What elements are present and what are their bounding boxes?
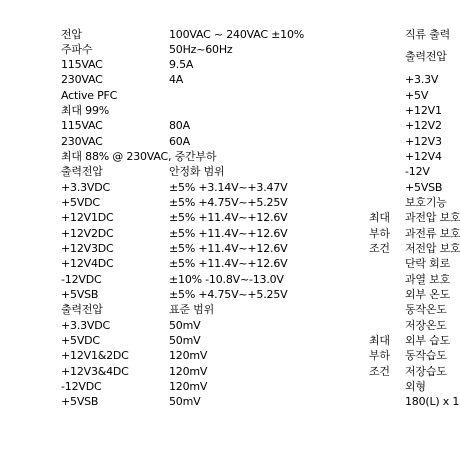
spec-value: 120mV: [169, 365, 208, 378]
spec-item: 과전류 보호: [405, 227, 460, 240]
spec-value: ±5% +11.4V~+12.6V: [169, 242, 288, 255]
spec-item: -12V: [405, 165, 430, 178]
spec-label: -12VDC: [61, 273, 102, 286]
spec-label: 230VAC: [61, 135, 103, 148]
spec-item: +5V: [405, 89, 429, 102]
spec-value: 안정화 범위: [169, 165, 225, 178]
spec-value: ±5% +3.14V~+3.47V: [169, 181, 288, 194]
spec-label: +5VSB: [61, 395, 99, 408]
spec-label: +3.3VDC: [61, 181, 110, 194]
spec-label: +12V2DC: [61, 227, 114, 240]
spec-value: 120mV: [169, 349, 208, 362]
spec-label: +3.3VDC: [61, 319, 110, 332]
spec-item: 출력전압: [405, 50, 447, 63]
condition-group-label: 부하: [369, 349, 390, 362]
spec-item: +12V1: [405, 104, 442, 117]
spec-value: ±5% +11.4V~+12.6V: [169, 227, 288, 240]
spec-item: 동작온도: [405, 303, 447, 316]
spec-value: 4A: [169, 73, 184, 86]
spec-label: -12VDC: [61, 380, 102, 393]
spec-value: 50mV: [169, 319, 201, 332]
spec-label: +12V3DC: [61, 242, 114, 255]
spec-value: ±5% +4.75V~+5.25V: [169, 196, 288, 209]
spec-label: +12V1&2DC: [61, 349, 129, 362]
spec-label: 전압: [61, 28, 82, 41]
spec-label: 115VAC: [61, 58, 103, 71]
condition-group-label: 최대: [369, 334, 390, 347]
spec-value: ±5% +11.4V~+12.6V: [169, 257, 288, 270]
spec-label: 출력전압: [61, 165, 103, 178]
spec-label: 115VAC: [61, 119, 103, 132]
spec-item: 보호기능: [405, 196, 447, 209]
spec-item: +3.3V: [405, 73, 439, 86]
spec-value: ±5% +11.4V~+12.6V: [169, 211, 288, 224]
spec-label: +12V3&4DC: [61, 365, 129, 378]
spec-label: 최대 99%: [61, 104, 109, 117]
spec-value: 100VAC ~ 240VAC ±10%: [169, 28, 305, 41]
spec-item: 외형: [405, 380, 426, 393]
spec-label: 주파수: [61, 43, 93, 56]
spec-item: +5VSB: [405, 181, 443, 194]
spec-label: 230VAC: [61, 73, 103, 86]
spec-item: +12V3: [405, 135, 442, 148]
spec-value: ±10% -10.8V~-13.0V: [169, 273, 284, 286]
spec-label: Active PFC: [61, 89, 118, 102]
spec-value: 50mV: [169, 334, 201, 347]
spec-item: +12V4: [405, 150, 442, 163]
spec-item: 저전압 보호: [405, 242, 460, 255]
spec-value: 80A: [169, 119, 190, 132]
spec-item: 과열 보호: [405, 273, 451, 286]
spec-value: 50mV: [169, 395, 201, 408]
spec-label: +5VDC: [61, 196, 100, 209]
spec-item: 과전압 보호: [405, 211, 460, 224]
spec-item: 동작습도: [405, 349, 447, 362]
spec-value: 60A: [169, 135, 190, 148]
spec-item: +12V2: [405, 119, 442, 132]
spec-value: 9.5A: [169, 58, 194, 71]
condition-group-label: 조건: [369, 242, 390, 255]
spec-label: +5VDC: [61, 334, 100, 347]
condition-group-label: 최대: [369, 211, 390, 224]
spec-label: 최대 88% @ 230VAC, 중간부하: [61, 150, 217, 163]
spec-item: 외부 습도: [405, 334, 451, 347]
spec-item: 외부 온도: [405, 288, 451, 301]
spec-label: +12V4DC: [61, 257, 114, 270]
spec-label: 출력전압: [61, 303, 103, 316]
spec-value: 120mV: [169, 380, 208, 393]
condition-group-label: 부하: [369, 227, 390, 240]
spec-value: 50Hz~60Hz: [169, 43, 233, 56]
spec-value: 표준 범위: [169, 303, 215, 316]
spec-label: +12V1DC: [61, 211, 114, 224]
spec-label: +5VSB: [61, 288, 99, 301]
spec-value: ±5% +4.75V~+5.25V: [169, 288, 288, 301]
spec-item: 저장온도: [405, 319, 447, 332]
spec-item: 단락 회로: [405, 257, 451, 270]
condition-group-label: 조건: [369, 365, 390, 378]
spec-item: 180(L) x 1: [405, 395, 460, 408]
spec-item: 저장습도: [405, 365, 447, 378]
spec-item: 직류 출력: [405, 28, 451, 41]
